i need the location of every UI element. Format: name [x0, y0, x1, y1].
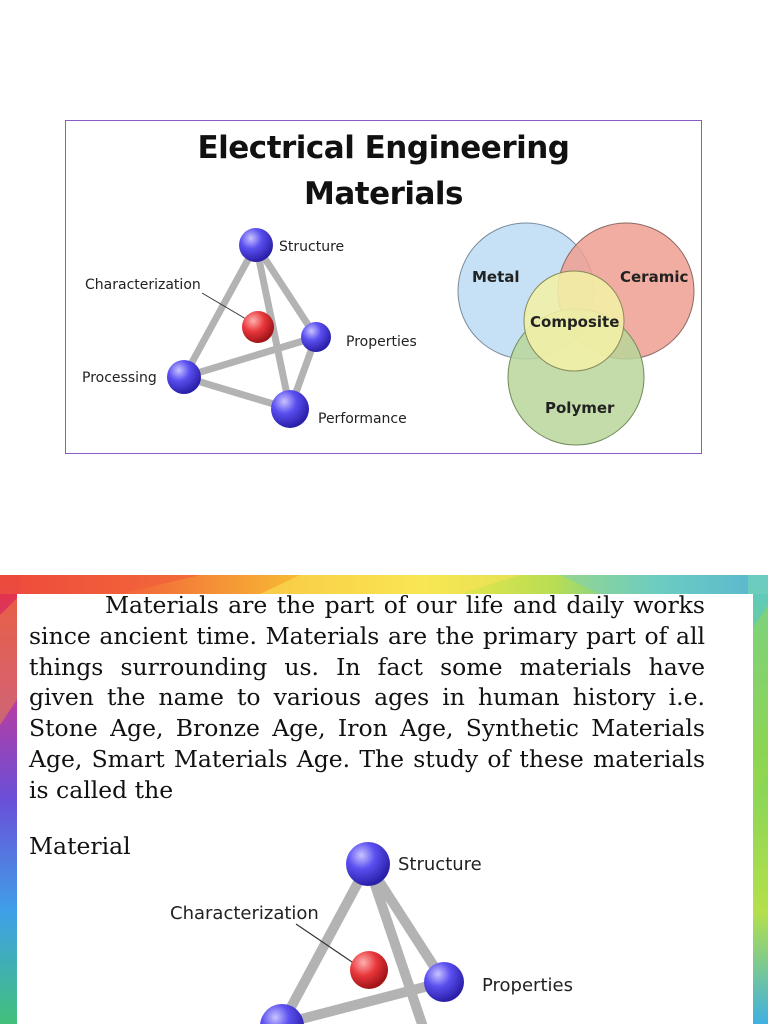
- slide-properties-node: [424, 962, 464, 1002]
- processing-label: Processing: [82, 370, 157, 386]
- tetrahedron-diagram: [82, 228, 417, 428]
- characterization-node: [242, 311, 274, 343]
- structure-node: [239, 228, 273, 262]
- ceramic-label: Ceramic: [620, 268, 689, 286]
- composite-label: Composite: [530, 313, 620, 331]
- slide-structure-label: Structure: [398, 854, 482, 875]
- performance-node: [271, 390, 309, 428]
- characterization-label: Characterization: [85, 277, 201, 293]
- properties-label: Properties: [346, 334, 417, 350]
- slide-tetrahedron-rods: [282, 864, 444, 1024]
- metal-label: Metal: [472, 268, 520, 286]
- polymer-label: Polymer: [545, 399, 615, 417]
- figure-title-line2: Materials: [303, 176, 464, 212]
- properties-node: [301, 322, 331, 352]
- figure-title-line1: Electrical Engineering: [197, 130, 570, 166]
- body-paragraph: Materials are the part of our life and daily works since ancient time. Materials are the primary part of all things surrounding us. In fact some materials have given the name to various ages in human history i.e. Stone Age, Bronze Age, Iron Age, Synthetic Materials Age, Smart Materials Age. The study of these materials is called the: [29, 591, 705, 804]
- slide-characterization-label: Characterization: [170, 903, 319, 924]
- figure-diagram: [66, 121, 703, 455]
- slide-panel: [0, 575, 768, 1024]
- figure-card: [65, 120, 702, 454]
- slide-structure-node: [346, 842, 390, 886]
- slide-processing-node: [260, 1004, 304, 1024]
- slide-characterization-node: [350, 951, 388, 989]
- processing-node: [167, 360, 201, 394]
- body-paragraph-tail: Material: [29, 832, 131, 860]
- slide-properties-label: Properties: [482, 975, 573, 996]
- structure-label: Structure: [279, 239, 345, 255]
- venn-diagram: [458, 223, 694, 445]
- performance-label: Performance: [318, 411, 407, 427]
- slide-tetrahedron-diagram: [17, 594, 753, 1024]
